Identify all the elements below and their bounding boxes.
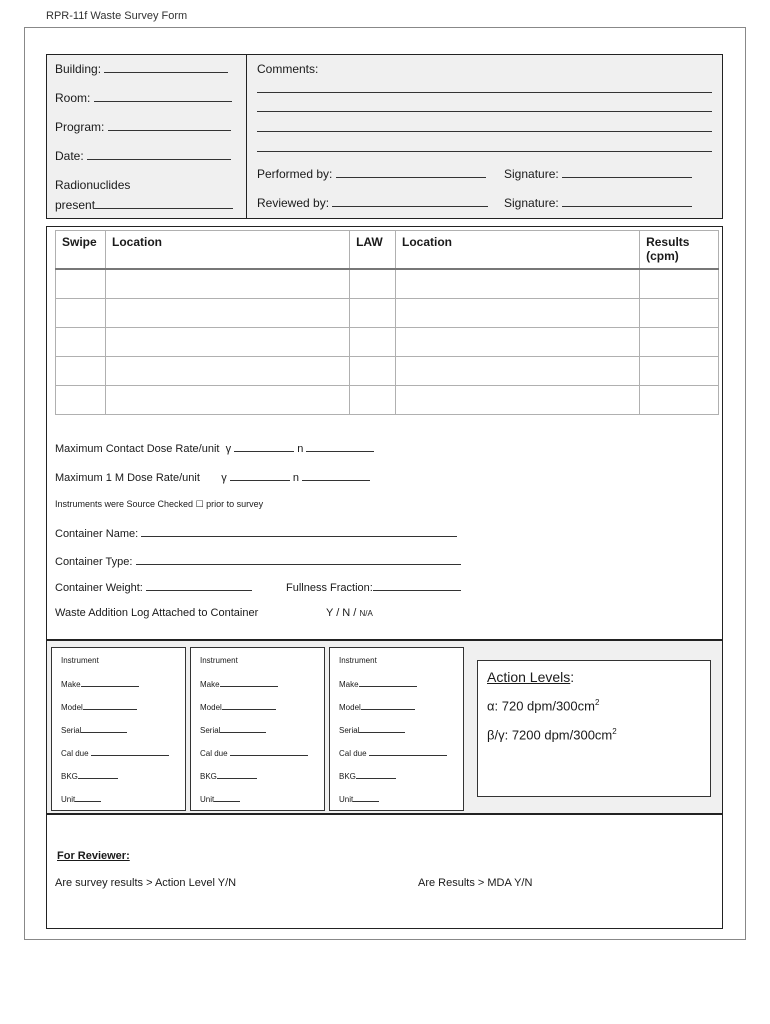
fullness-fraction-field[interactable]: Fullness Fraction: [286, 581, 461, 594]
instrument-card-1: Instrument Make Model Serial Cal due BKG Unit [51, 647, 186, 811]
col-location: Location [105, 231, 349, 270]
radionuclides-present-field[interactable]: present [55, 198, 233, 212]
reviewed-by-field[interactable]: Reviewed by: [257, 196, 488, 210]
alpha-level: α: 720 dpm/$300cm^2$ [487, 698, 600, 714]
performed-by-field[interactable]: Performed by: [257, 167, 486, 181]
mda-question[interactable]: Are Results > MDA Y/N [418, 877, 533, 889]
make-field[interactable]: Make [61, 679, 139, 689]
unit-field[interactable]: Unit [339, 794, 379, 804]
container-name-field[interactable]: Container Name: [55, 527, 457, 540]
waste-log-label: Waste Addition Log Attached to Container [55, 607, 259, 619]
container-type-field[interactable]: Container Type: [55, 555, 461, 568]
bkg-field[interactable]: BKG [339, 771, 396, 781]
reviewer-section [46, 814, 723, 929]
cal-due-field[interactable]: Cal due [339, 748, 447, 758]
make-field[interactable]: Make [339, 679, 417, 689]
form-title: RPR-11f Waste Survey Form [46, 10, 188, 22]
table-row [56, 386, 719, 415]
cal-due-field[interactable]: Cal due [200, 748, 308, 758]
swipe-table [55, 230, 719, 415]
bkg-field[interactable]: BKG [61, 771, 118, 781]
cal-due-field[interactable]: Cal due [61, 748, 169, 758]
serial-field[interactable]: Serial [200, 725, 266, 735]
unit-field[interactable]: Unit [61, 794, 101, 804]
serial-field[interactable]: Serial [339, 725, 405, 735]
unit-field[interactable]: Unit [200, 794, 240, 804]
bkg-field[interactable]: BKG [200, 771, 257, 781]
col-swipe: Swipe [56, 231, 106, 270]
room-field[interactable]: Room: [55, 91, 232, 105]
instrument-card-2: Instrument Make Model Serial Cal due BKG Unit [190, 647, 325, 811]
col-results: Results (cpm) [640, 231, 719, 270]
action-levels-box [477, 660, 711, 797]
table-header-row [56, 231, 719, 270]
reviewed-signature-field[interactable]: Signature: [504, 196, 692, 210]
reviewer-title: For Reviewer: [57, 850, 130, 862]
table-row [56, 357, 719, 386]
comment-line[interactable] [257, 131, 712, 132]
waste-log-choice[interactable]: Y / N / N/A [326, 607, 373, 619]
performed-signature-field[interactable]: Signature: [504, 167, 692, 181]
building-field[interactable]: Building: [55, 62, 228, 76]
table-row [56, 269, 719, 299]
comment-line[interactable] [257, 111, 712, 112]
comment-line[interactable] [257, 92, 712, 93]
col-law: LAW [350, 231, 396, 270]
serial-field[interactable]: Serial [61, 725, 127, 735]
header-section [46, 54, 723, 219]
max-1m-dose-field[interactable]: Maximum 1 M Dose Rate/unit γ n [55, 471, 370, 484]
model-field[interactable]: Model [61, 702, 137, 712]
container-weight-field[interactable]: Container Weight: [55, 581, 252, 594]
beta-gamma-level: β/γ: 7200 dpm/$300cm^2$ [487, 727, 617, 743]
max-contact-dose-field[interactable]: Maximum Contact Dose Rate/unit γ n [55, 442, 374, 455]
model-field[interactable]: Model [200, 702, 276, 712]
comment-line[interactable] [257, 151, 712, 152]
col-location-2: Location [396, 231, 640, 270]
radionuclides-label: Radionuclides [55, 178, 131, 192]
table-row [56, 299, 719, 328]
table-row [56, 328, 719, 357]
model-field[interactable]: Model [339, 702, 415, 712]
header-divider [246, 54, 247, 219]
program-field[interactable]: Program: [55, 120, 231, 134]
action-levels-title: Action Levels: [487, 669, 575, 685]
comments-label: Comments: [257, 62, 319, 76]
source-checked-checkbox[interactable]: Instruments were Source Checked ☐ prior to survey [55, 499, 264, 509]
make-field[interactable]: Make [200, 679, 278, 689]
action-level-question[interactable]: Are survey results > Action Level Y/N [55, 877, 237, 889]
instrument-card-3: Instrument Make Model Serial Cal due BKG Unit [329, 647, 464, 811]
date-field[interactable]: Date: [55, 149, 231, 163]
